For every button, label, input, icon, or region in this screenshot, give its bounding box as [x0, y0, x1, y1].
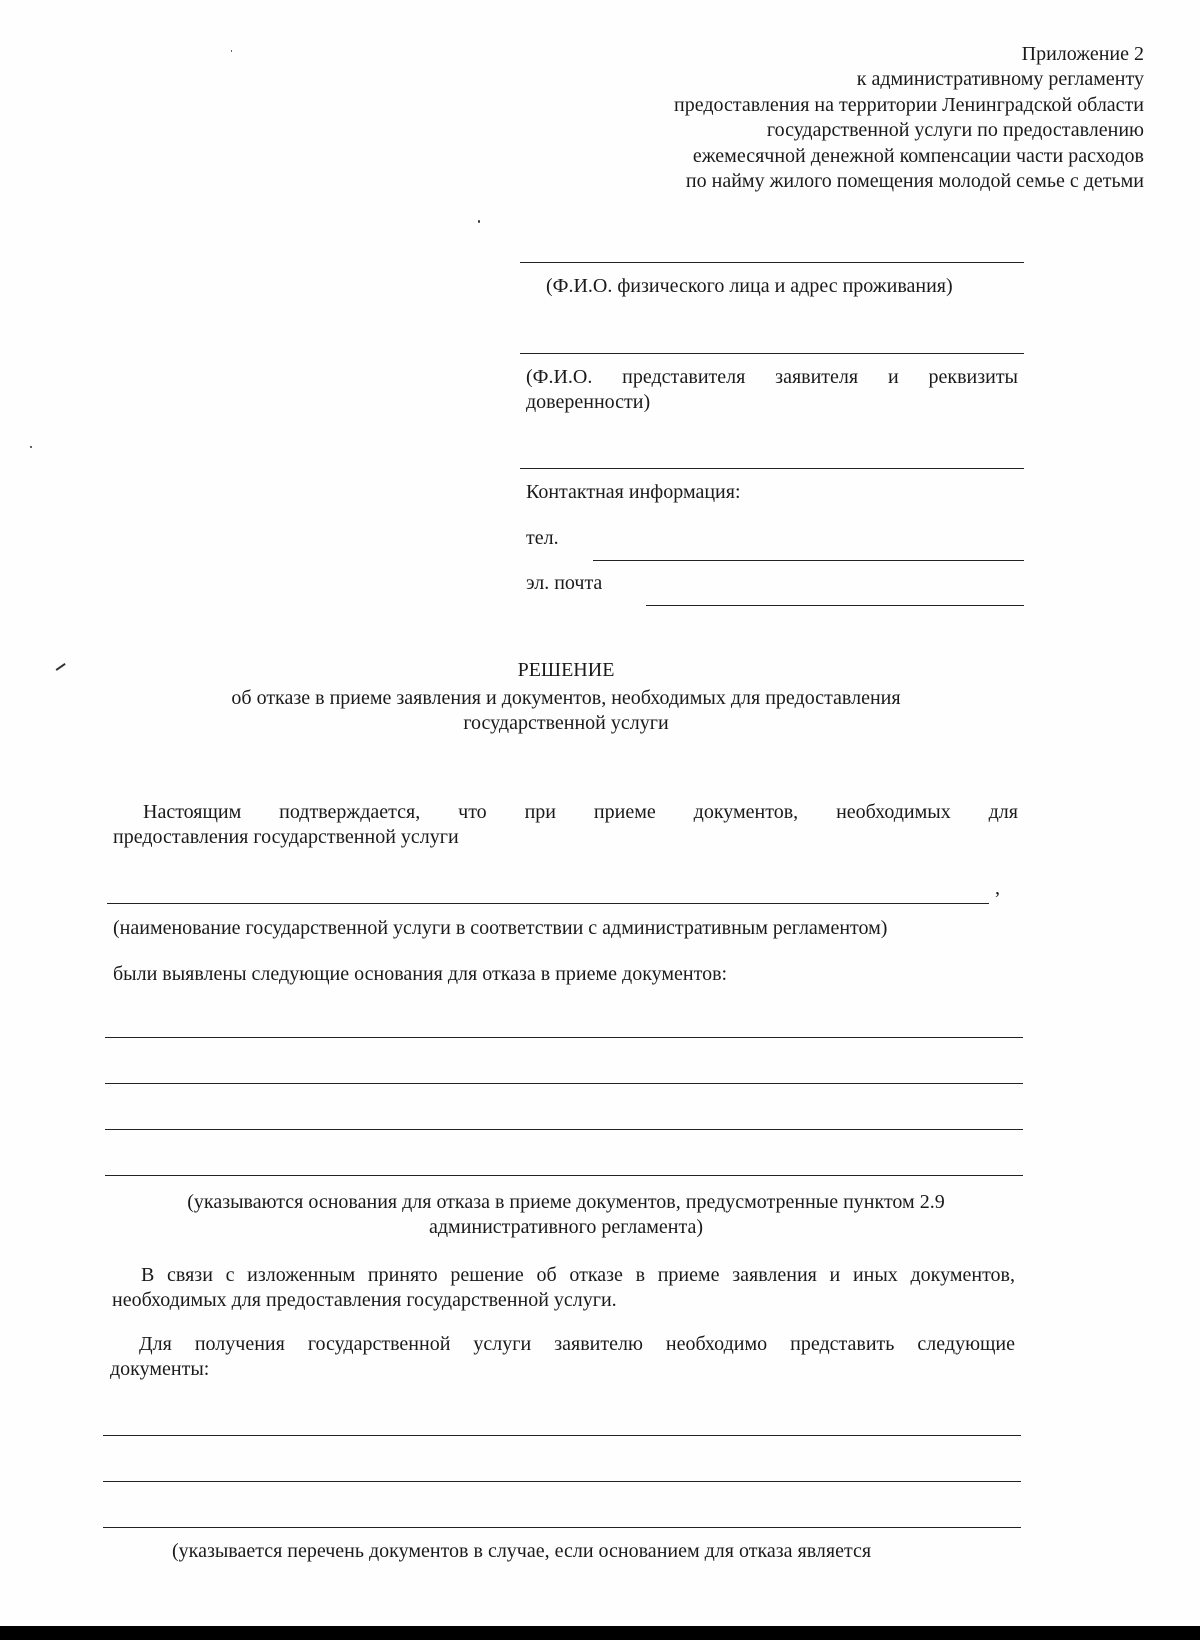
appendix-header	[584, 42, 1144, 194]
paragraph1-line2: предоставления государственной услуги	[113, 826, 459, 848]
applicant-name-line[interactable]	[520, 262, 1024, 263]
grounds-line[interactable]	[105, 1083, 1023, 1084]
documents-line[interactable]	[103, 1527, 1021, 1528]
contact-info-line[interactable]	[520, 468, 1024, 469]
paragraph2-line2: необходимых для предоставления государственной услуги.	[112, 1289, 617, 1311]
phone-label: тел.	[526, 527, 559, 549]
appendix-number: Приложение 2	[1021, 43, 1144, 65]
email-field-line[interactable]	[646, 605, 1024, 606]
appendix-line: по найму жилого помещения молодой семье с детьми	[685, 170, 1144, 193]
paragraph1-line1: Настоящим подтверждается, что при приеме документов, необходимых для	[143, 801, 1018, 823]
decision-title: РЕШЕНИЕ	[517, 659, 615, 681]
documents-line[interactable]	[103, 1435, 1021, 1436]
decision-subtitle-line2: государственной услуги	[463, 712, 669, 734]
grounds-caption-line1: (указываются основания для отказа в приеме документов, предусмотренные пунктом 2.9	[187, 1191, 945, 1213]
appendix-line: предоставления на территории Ленинградской области	[674, 93, 1144, 116]
appendix-line: ежемесячной денежной компенсации части расходов	[692, 144, 1144, 167]
email-label: эл. почта	[526, 572, 603, 594]
documents-caption-line1: (указывается перечень документов в случае, если основанием для отказа является	[172, 1540, 872, 1562]
scan-speck	[231, 50, 232, 52]
grounds-intro: были выявлены следующие основания для отказа в приеме документов:	[113, 963, 728, 985]
scan-speck	[30, 446, 32, 448]
decision-subtitle-line1: об отказе в приеме заявления и документов, необходимых для предоставления	[231, 687, 901, 709]
contact-label: Контактная информация:	[526, 481, 741, 503]
grounds-line[interactable]	[105, 1175, 1023, 1176]
paragraph3-line2: документы:	[110, 1358, 210, 1380]
comma-mark: ,	[995, 877, 1000, 899]
grounds-caption-line2: административного регламента)	[428, 1216, 703, 1238]
paragraph3-line1: Для получения государственной услуги заявителю необходимо представить следующие	[139, 1333, 1015, 1355]
documents-line[interactable]	[103, 1481, 1021, 1482]
service-caption: (наименование государственной услуги в соответствии с административным регламентом)	[113, 917, 888, 939]
phone-field-line[interactable]	[593, 560, 1024, 561]
scan-mark	[56, 663, 66, 671]
grounds-line[interactable]	[105, 1037, 1023, 1038]
paragraph2-line1: В связи с изложенным принято решение об отказе в приеме заявления и иных документов,	[141, 1264, 1015, 1286]
grounds-line[interactable]	[105, 1129, 1023, 1130]
representative-name-line[interactable]	[520, 353, 1024, 354]
scan-speck	[478, 220, 480, 223]
representative-caption-line2: доверенности)	[526, 391, 651, 413]
scan-bottom-edge	[0, 1626, 1200, 1640]
applicant-caption: (Ф.И.О. физического лица и адрес проживания)	[546, 275, 953, 297]
appendix-line: государственной услуги по предоставлению	[766, 119, 1144, 142]
appendix-line: к административному регламенту	[856, 68, 1144, 91]
representative-caption-line1: (Ф.И.О. представителя заявителя и реквизиты	[526, 366, 1018, 388]
service-name-line[interactable]	[107, 903, 989, 904]
